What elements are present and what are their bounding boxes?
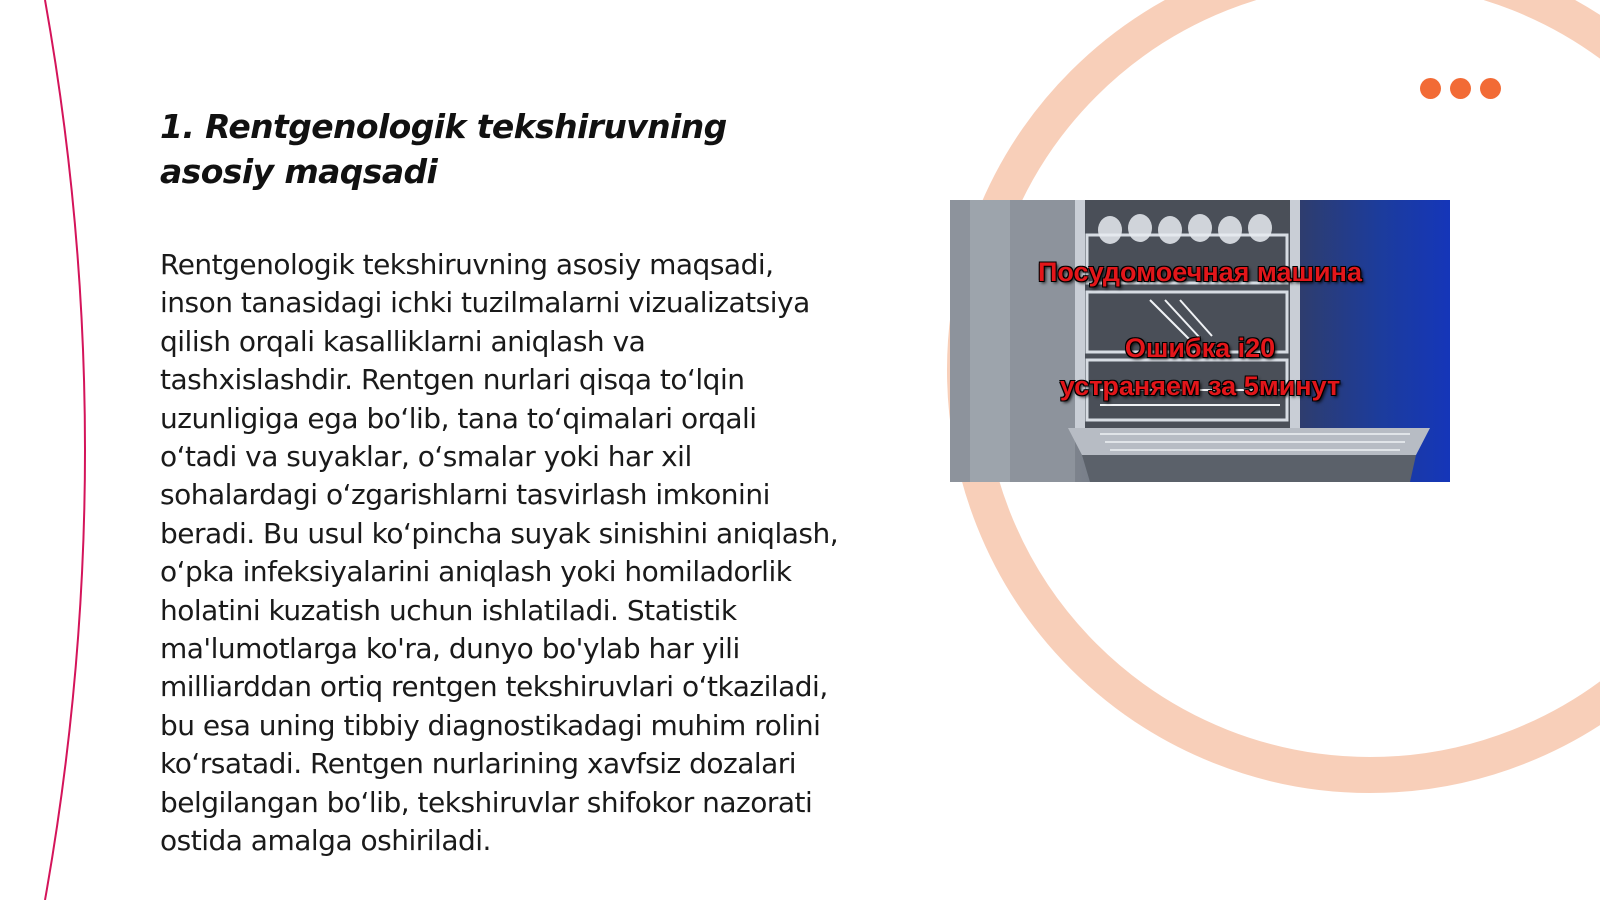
- dot-3: [1480, 78, 1501, 99]
- overlay-line-2: Ошибка i20: [1124, 333, 1276, 363]
- dishwasher-image: [950, 200, 1450, 482]
- overlay-line-3: устраняем за 5минут: [1059, 371, 1341, 401]
- overlay-line-1: Посудомоечная машина: [1038, 257, 1362, 287]
- slide-body-text: Rentgenologik tekshiruvning asosiy maqsadi, inson tanasidagi ichki tuzilmalarni vizualizatsiya qilish orqali kasalliklarni aniqlash va tashxislashdir. Rentgen nurlari qisqa to‘lqin uzunligiga ega bo‘lib, tana to‘qimalari orqali o‘tadi va suyaklar, o‘smalar yoki har xil sohalardagi o‘zgarishlarni tasvirlash imkonini beradi. Bu usul ko‘pincha suyak sinishini aniqlash, o‘pka infeksiyalarini aniqlash yoki homiladorlik holatini kuzatish uchun ishlatiladi. Statistik ma'lumotlarga ko'ra, dunyo bo'ylab har yili milliarddan ortiq rentgen tekshiruvlari o‘tkaziladi, bu esa uning tibbiy diagnostikadagi muhim rolini ko‘rsatadi. Rentgen nurlarining xavfsiz dozalari belgilangan bo‘lib, tekshiruvlar shifokor nazorati ostida amalga oshiriladi.: [160, 248, 839, 858]
- slide-title: 1. Rentgenologik tekshiruvning asosiy maqsadi: [160, 107, 727, 191]
- dot-2: [1450, 78, 1471, 99]
- left-curve-line: [45, 0, 85, 900]
- dot-1: [1420, 78, 1441, 99]
- dots-icon: [1420, 78, 1501, 99]
